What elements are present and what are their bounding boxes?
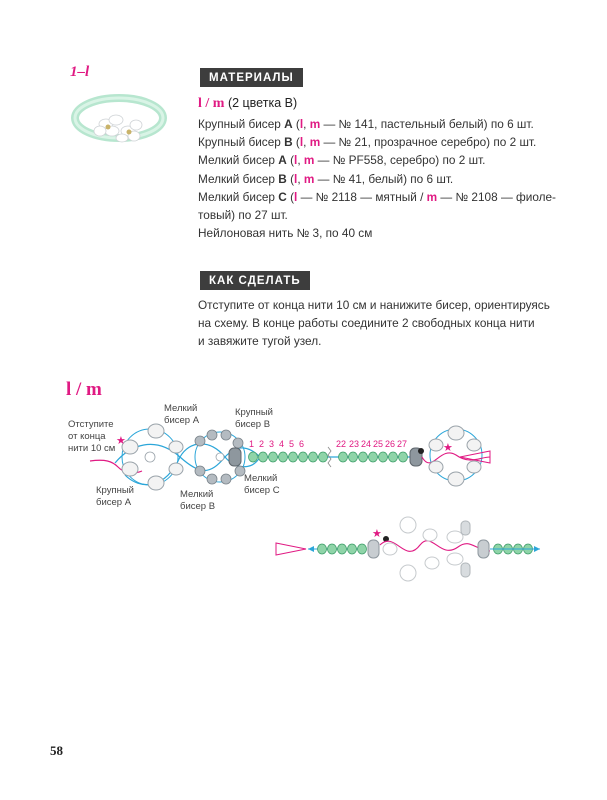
materials-text: m <box>303 171 315 186</box>
materials-text: Мелкий бисер <box>198 189 279 204</box>
bead-number: 25 <box>373 439 384 449</box>
materials-text: l <box>294 189 298 204</box>
label-small-c-2: бисер C <box>244 485 280 496</box>
materials-text: A <box>284 117 293 131</box>
materials-line <box>198 133 578 151</box>
materials-text: — № PF558, серебро) по 2 шт. <box>314 153 486 168</box>
materials-header: МАТЕРИАЛЫ <box>200 68 303 87</box>
materials-list <box>198 115 578 242</box>
materials-text: ( <box>286 153 295 168</box>
materials-text: , <box>303 135 310 150</box>
materials-text: C <box>278 189 287 204</box>
materials-text: Крупный бисер <box>198 135 285 150</box>
bead-number: 1 <box>249 439 255 449</box>
diagram-title: l / m <box>66 379 102 400</box>
materials-text: m <box>309 117 321 131</box>
svg-text:★: ★ <box>443 442 453 454</box>
materials-text: Нейлоновая нить № 3, по 40 см <box>198 226 373 241</box>
materials-text: l <box>294 171 298 186</box>
label-small-b-1: Мелкий <box>180 489 214 500</box>
label-large-b-1: Крупный <box>235 407 273 418</box>
materials-text: ( <box>292 135 300 150</box>
bead-number: 24 <box>361 439 372 449</box>
materials-text: , <box>303 117 310 131</box>
label-small-a-2: бисер A <box>164 415 200 426</box>
svg-text:★: ★ <box>372 528 382 540</box>
bead-number: 22 <box>336 439 347 449</box>
materials-line <box>198 151 578 169</box>
materials-text: Мелкий бисер <box>198 171 279 186</box>
materials-text: Крупный бисер <box>198 117 285 131</box>
materials-text: l <box>294 153 298 168</box>
materials-text: ( <box>286 171 295 186</box>
materials-line <box>198 188 578 206</box>
label-small-a-1: Мелкий <box>164 403 198 414</box>
beading-diagram <box>60 395 607 595</box>
materials-text: m <box>303 153 315 168</box>
how-to-line: Отступите от конца нити 10 см и нанижите бисер, ориентируясь <box>198 298 550 312</box>
materials-text: — № 2108 — фиоле- <box>437 189 556 204</box>
figure-label: 1–l <box>70 64 90 80</box>
materials-text: — № 41, белый) по 6 шт. <box>314 171 454 186</box>
bead-number: 5 <box>289 439 295 449</box>
subtitle-code: l / m <box>198 96 225 111</box>
materials-text: B <box>278 171 287 186</box>
materials-text: m <box>309 135 321 150</box>
label-start-2: от конца <box>68 431 106 442</box>
materials-text: l <box>299 135 304 150</box>
subtitle-rest: (2 цветка B) <box>227 96 298 110</box>
label-small-c-1: Мелкий <box>244 473 278 484</box>
materials-text: — № 2118 — мятный / <box>297 189 427 204</box>
materials-text: l <box>299 117 304 131</box>
label-small-b-2: бисер B <box>180 501 216 512</box>
materials-text: A <box>278 153 287 168</box>
how-to-header: КАК СДЕЛАТЬ <box>200 271 310 290</box>
materials-text: m <box>426 189 438 204</box>
label-large-a-1: Крупный <box>96 485 134 496</box>
bead-number: 6 <box>299 439 305 449</box>
bead-number: 27 <box>397 439 408 449</box>
materials-line <box>198 115 578 133</box>
bead-number: 23 <box>349 439 360 449</box>
materials-line <box>198 170 578 188</box>
how-to-text <box>198 296 588 351</box>
svg-text:★: ★ <box>116 435 126 447</box>
materials-text: , <box>297 171 304 186</box>
bead-number: 4 <box>279 439 285 449</box>
materials-line <box>198 224 578 242</box>
label-large-a-2: бисер A <box>96 497 132 508</box>
bracelet-photo <box>66 80 172 150</box>
materials-text: товый) по 27 шт. <box>198 208 288 223</box>
materials-text: — № 21, прозрачное серебро) по 2 шт. <box>320 135 537 150</box>
bead-number: 26 <box>385 439 396 449</box>
materials-line <box>198 206 578 224</box>
how-to-line: и завяжите тугой узел. <box>198 334 322 349</box>
page-number: 58 <box>50 743 63 758</box>
materials-text: B <box>284 135 293 150</box>
label-large-b-2: бисер B <box>235 419 271 430</box>
label-start-1: Отступите <box>68 419 114 430</box>
bead-number: 2 <box>259 439 265 449</box>
materials-subtitle <box>198 96 297 112</box>
materials-text: Мелкий бисер <box>198 153 279 168</box>
materials-text: ( <box>286 189 295 204</box>
bead-number: 3 <box>269 439 275 449</box>
how-to-line: на схему. В конце работы соедините 2 свободных конца нити <box>198 316 535 331</box>
materials-text: , <box>297 153 304 168</box>
materials-text: — № 141, пастельный белый) по 6 шт. <box>320 117 534 131</box>
label-start-3: нити 10 см <box>68 443 116 454</box>
materials-text: ( <box>292 117 300 131</box>
